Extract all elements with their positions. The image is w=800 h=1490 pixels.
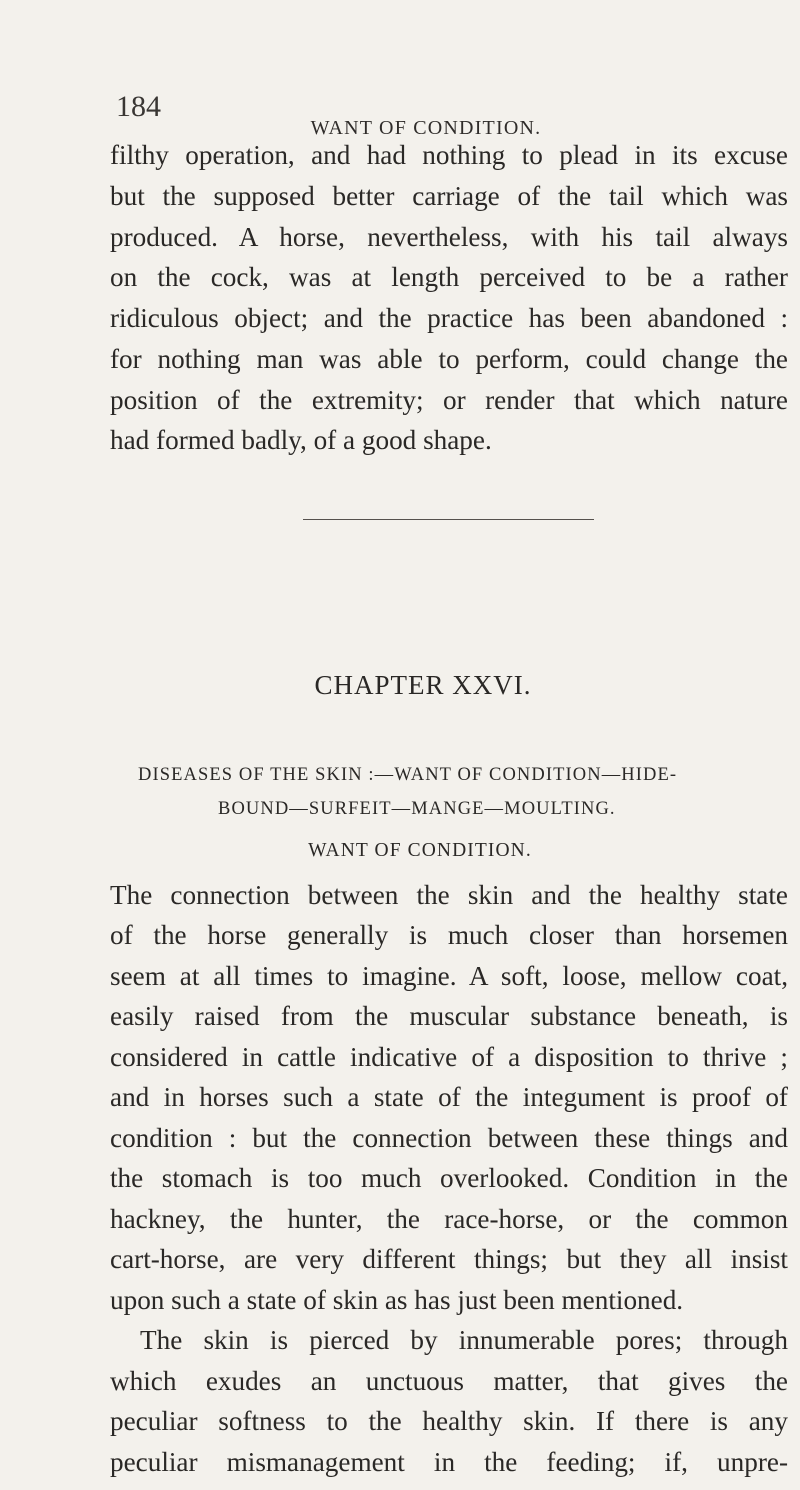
- text-line: ridiculous object; and the practice has been abandoned :: [110, 303, 788, 333]
- text-line: easily raised from the muscular substance beneath, is: [110, 1001, 788, 1031]
- text-line: The connection between the skin and the healthy state: [110, 880, 788, 910]
- running-head-text: WANT OF CONDITION.: [310, 117, 542, 139]
- text-line: of the horse generally is much closer than horsemen: [110, 920, 788, 950]
- section-heading-text: WANT OF CONDITION.: [308, 840, 532, 861]
- chapter-contents-line: DISEASES OF THE SKIN :—WANT OF CONDITION—HIDE-: [138, 765, 678, 785]
- text-line: produced. A horse, nevertheless, with his tail always: [110, 222, 788, 252]
- text-line: but the supposed better carriage of the tail which was: [110, 181, 788, 211]
- text-line: condition : but the connection between these things and: [110, 1123, 788, 1153]
- text-line: The skin is pierced by innumerable pores; through: [140, 1325, 788, 1355]
- text-line: peculiar softness to the healthy skin. If there is any: [110, 1406, 788, 1436]
- text-line: the stomach is too much overlooked. Condition in the: [110, 1163, 788, 1193]
- chapter-contents-line: BOUND—SURFEIT—MANGE—MOULTING.: [218, 799, 616, 819]
- text-line: filthy operation, and had nothing to plead in its excuse: [110, 140, 788, 170]
- text-line: on the cock, was at length perceived to be a rather: [110, 262, 788, 292]
- text-line: for nothing man was able to perform, could change the: [110, 344, 788, 374]
- text-line: hackney, the hunter, the race-horse, or the common: [110, 1204, 788, 1234]
- text-line: and in horses such a state of the integument is proof of: [110, 1082, 788, 1112]
- section-divider: [303, 519, 594, 520]
- chapter-title: [0, 672, 800, 699]
- section-heading: [0, 841, 800, 861]
- text-line: cart-horse, are very different things; but they all insist: [110, 1244, 788, 1274]
- text-line: upon such a state of skin as has just been mentioned.: [110, 1285, 684, 1315]
- text-line: position of the extremity; or render that which nature: [110, 385, 788, 415]
- running-head: [0, 117, 800, 140]
- text-line: seem at all times to imagine. A soft, loose, mellow coat,: [110, 961, 788, 991]
- page-number: 184: [116, 90, 161, 123]
- text-line: considered in cattle indicative of a disposition to thrive ;: [110, 1042, 788, 1072]
- text-line: had formed badly, of a good shape.: [110, 425, 492, 455]
- text-line: which exudes an unctuous matter, that gives the: [110, 1366, 788, 1396]
- chapter-title-text: CHAPTER XXVI.: [314, 670, 532, 700]
- text-line: peculiar mismanagement in the feeding; if, unpre-: [110, 1447, 788, 1477]
